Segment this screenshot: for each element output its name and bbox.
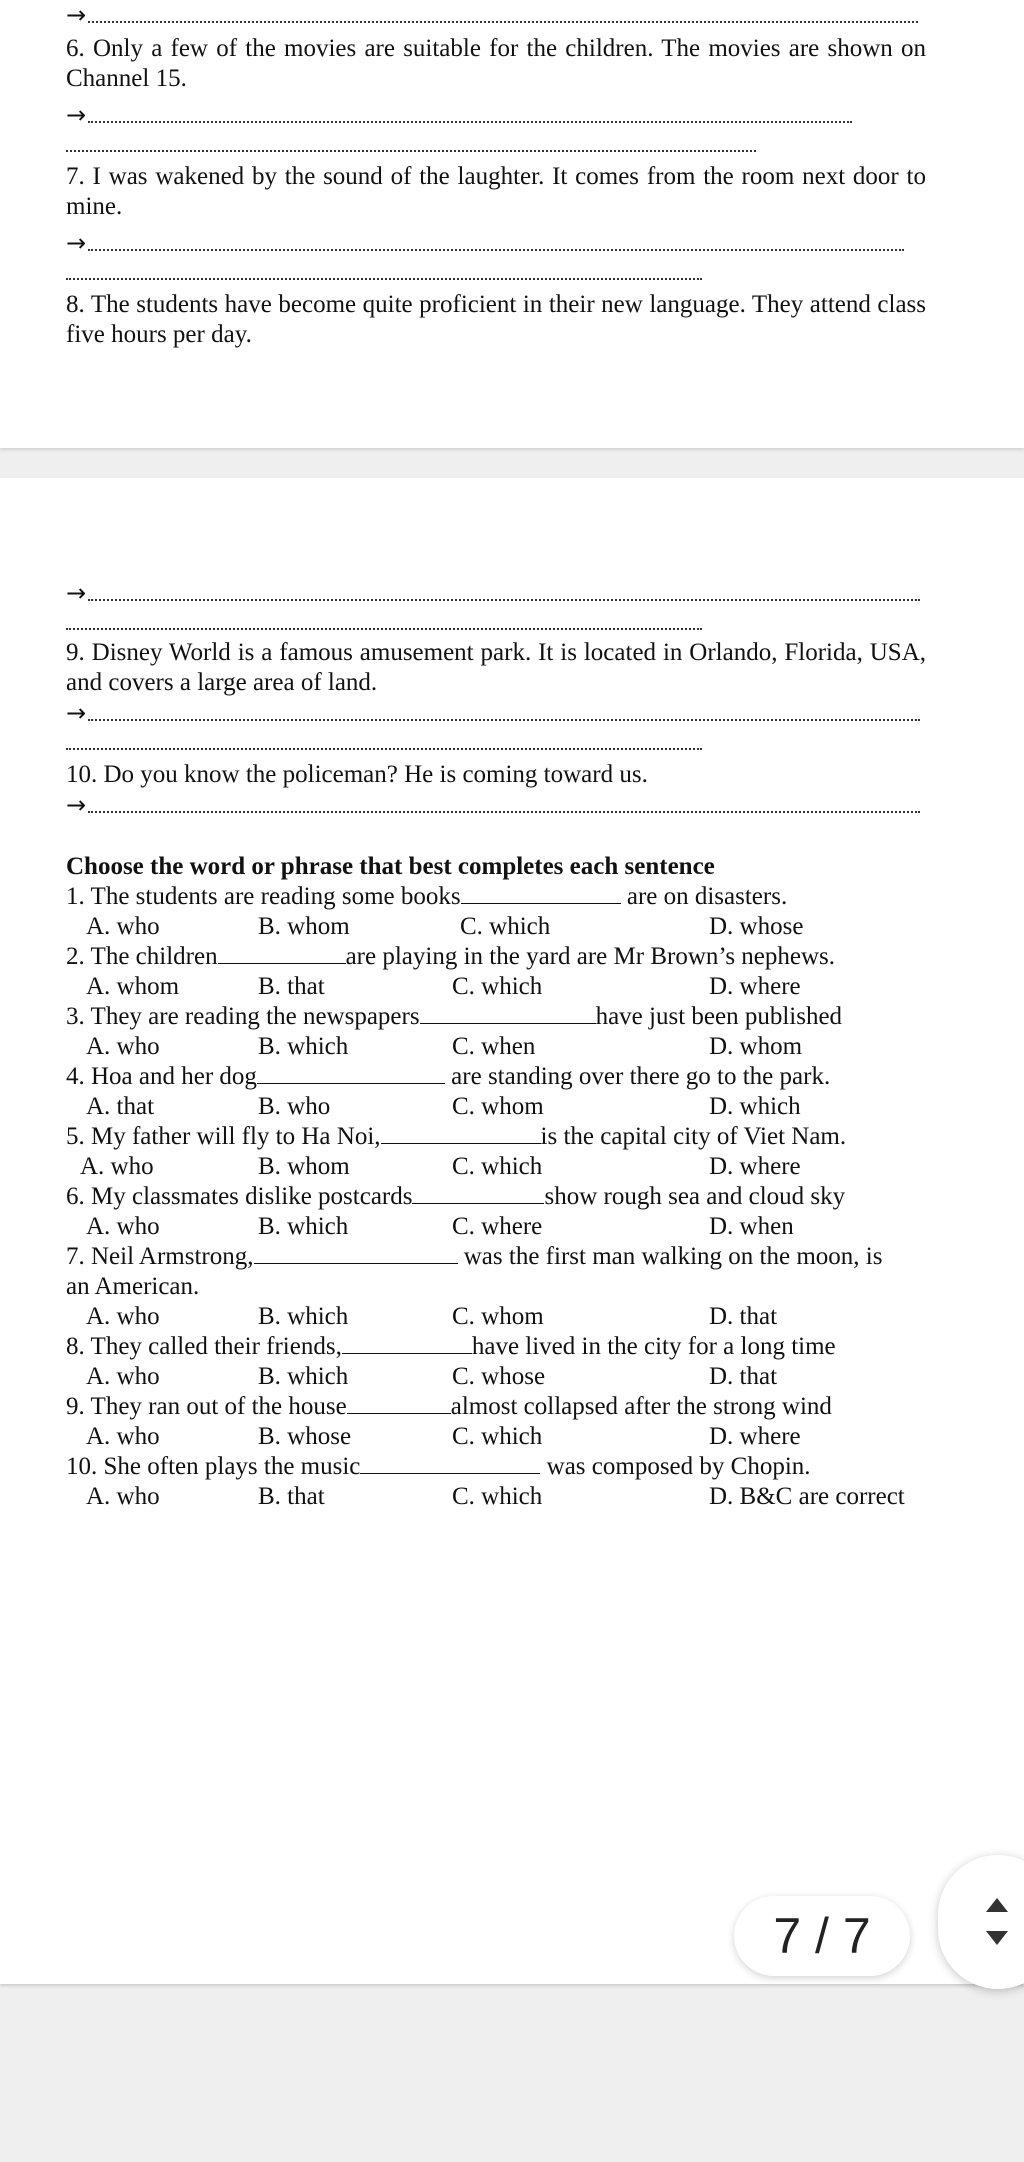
answer-blank[interactable] bbox=[342, 1333, 472, 1354]
option-b[interactable]: B. whom bbox=[258, 913, 350, 940]
option-a[interactable]: A. whom bbox=[86, 973, 180, 1000]
mc-question-8: 8. They called their friends, have lived in the city for a long time bbox=[66, 1333, 836, 1360]
option-c[interactable]: C. which bbox=[452, 1483, 543, 1510]
option-a[interactable]: A. who bbox=[86, 1213, 160, 1240]
option-c[interactable]: C. whom bbox=[452, 1093, 544, 1120]
answer-line[interactable] bbox=[66, 100, 852, 130]
mc-question-1: 1. The students are reading some books are on disasters. bbox=[66, 883, 788, 910]
option-b[interactable]: B. which bbox=[258, 1033, 349, 1060]
option-c[interactable]: C. which bbox=[452, 1153, 543, 1180]
option-a[interactable]: A. who bbox=[86, 1033, 160, 1060]
mc-options-6 bbox=[66, 1212, 926, 1242]
option-c[interactable]: C. when bbox=[452, 1033, 536, 1060]
option-d[interactable]: D. that bbox=[709, 1363, 778, 1390]
question-9-text: 9. Disney World is a famous amusement park. It is located in Orlando, Florida, USA, and covers a large area of land. bbox=[66, 639, 926, 696]
page-indicator: 7 / 7 bbox=[734, 1896, 910, 1976]
answer-blank[interactable] bbox=[347, 1393, 451, 1414]
option-d[interactable]: D. where bbox=[709, 1423, 801, 1450]
option-d[interactable]: D. that bbox=[709, 1303, 778, 1330]
arrow-icon: → bbox=[66, 229, 87, 257]
option-b[interactable]: B. whom bbox=[258, 1153, 350, 1180]
scroll-up-icon bbox=[986, 1898, 1008, 1912]
answer-line[interactable] bbox=[66, 790, 920, 820]
mc-question-4: 4. Hoa and her dog are standing over there go to the park. bbox=[66, 1063, 831, 1090]
arrow-icon: → bbox=[66, 699, 87, 727]
mc-question-7: 7. Neil Armstrong, was the first man walking on the moon, is bbox=[66, 1243, 883, 1270]
option-a[interactable]: A. who bbox=[86, 913, 160, 940]
option-c[interactable]: C. which bbox=[452, 973, 543, 1000]
option-a[interactable]: A. that bbox=[86, 1093, 155, 1120]
answer-line[interactable] bbox=[66, 0, 918, 30]
option-d[interactable]: D. where bbox=[709, 973, 801, 1000]
question-6-text: 6. Only a few of the movies are suitable for the children. The movies are shown on Channel 15. bbox=[66, 35, 926, 92]
question-8-text: 8. The students have become quite proficient in their new language. They attend class five hours per day. bbox=[66, 291, 926, 348]
mc-options-1 bbox=[66, 912, 926, 942]
mc-options-4 bbox=[66, 1092, 926, 1122]
document-page-7 bbox=[0, 478, 1024, 1984]
question-10-text: 10. Do you know the policeman? He is coming toward us. bbox=[66, 761, 648, 788]
mc-question-2: 2. The children are playing in the yard are Mr Brown’s nephews. bbox=[66, 943, 836, 970]
arrow-icon: → bbox=[66, 791, 87, 819]
answer-line[interactable] bbox=[66, 228, 904, 258]
question-7-text: 7. I was wakened by the sound of the laughter. It comes from the room next door to mine. bbox=[66, 163, 926, 220]
page-7-content bbox=[66, 578, 926, 1512]
option-c[interactable]: C. where bbox=[452, 1213, 543, 1240]
answer-blank[interactable] bbox=[381, 1123, 541, 1144]
mc-options-5 bbox=[66, 1152, 926, 1182]
option-b[interactable]: B. which bbox=[258, 1363, 349, 1390]
page-6-content bbox=[66, 0, 926, 350]
answer-blank[interactable] bbox=[412, 1183, 544, 1204]
arrow-icon: → bbox=[66, 1, 87, 29]
option-b[interactable]: B. who bbox=[258, 1093, 331, 1120]
mc-question-7-continued: an American. bbox=[66, 1273, 200, 1300]
mc-question-9: 9. They ran out of the house almost collapsed after the strong wind bbox=[66, 1393, 832, 1420]
answer-blank[interactable] bbox=[257, 1063, 445, 1084]
arrow-icon: → bbox=[66, 101, 87, 129]
answer-line[interactable] bbox=[66, 698, 920, 728]
answer-dotted-line[interactable] bbox=[66, 140, 756, 152]
option-d[interactable]: D. whom bbox=[709, 1033, 803, 1060]
option-d[interactable]: D. which bbox=[709, 1093, 801, 1120]
answer-blank[interactable] bbox=[254, 1243, 458, 1264]
mc-options-8 bbox=[66, 1362, 926, 1392]
option-a[interactable]: A. who bbox=[86, 1423, 160, 1450]
option-b[interactable]: B. that bbox=[258, 1483, 325, 1510]
option-c[interactable]: C. which bbox=[452, 1423, 543, 1450]
option-c[interactable]: C. which bbox=[460, 913, 551, 940]
option-c[interactable]: C. whom bbox=[452, 1303, 544, 1330]
answer-line[interactable] bbox=[66, 578, 920, 608]
answer-blank[interactable] bbox=[420, 1003, 596, 1024]
mc-options-2 bbox=[66, 972, 926, 1002]
document-page-6 bbox=[0, 0, 1024, 448]
answer-blank[interactable] bbox=[461, 883, 621, 904]
mc-question-6: 6. My classmates dislike postcards show rough sea and cloud sky bbox=[66, 1183, 846, 1210]
answer-dotted-line[interactable] bbox=[66, 268, 702, 280]
option-d[interactable]: D. when bbox=[709, 1213, 794, 1240]
scroll-down-icon bbox=[986, 1931, 1008, 1945]
mc-question-10: 10. She often plays the music was composed by Chopin. bbox=[66, 1453, 811, 1480]
section-title: Choose the word or phrase that best completes each sentence bbox=[66, 853, 715, 880]
option-b[interactable]: B. that bbox=[258, 973, 325, 1000]
mc-question-5: 5. My father will fly to Ha Noi, is the capital city of Viet Nam. bbox=[66, 1123, 847, 1150]
option-b[interactable]: B. whose bbox=[258, 1423, 352, 1450]
option-d[interactable]: D. where bbox=[709, 1153, 801, 1180]
answer-dotted-line[interactable] bbox=[66, 738, 702, 750]
option-a[interactable]: A. who bbox=[80, 1153, 154, 1180]
option-a[interactable]: A. who bbox=[86, 1363, 160, 1390]
mc-options-7 bbox=[66, 1302, 926, 1332]
option-c[interactable]: C. whose bbox=[452, 1363, 546, 1390]
answer-blank[interactable] bbox=[360, 1453, 540, 1474]
option-a[interactable]: A. who bbox=[86, 1483, 160, 1510]
mc-options-3 bbox=[66, 1032, 926, 1062]
option-d[interactable]: D. B&C are correct bbox=[709, 1483, 905, 1510]
arrow-icon: → bbox=[66, 579, 87, 607]
mc-options-10 bbox=[66, 1482, 926, 1512]
mc-question-3: 3. They are reading the newspapers have just been published bbox=[66, 1003, 843, 1030]
option-d[interactable]: D. whose bbox=[709, 913, 804, 940]
answer-dotted-line[interactable] bbox=[66, 618, 702, 630]
answer-blank[interactable] bbox=[218, 943, 346, 964]
option-b[interactable]: B. which bbox=[258, 1303, 349, 1330]
mc-options-9 bbox=[66, 1422, 926, 1452]
option-a[interactable]: A. who bbox=[86, 1303, 160, 1330]
option-b[interactable]: B. which bbox=[258, 1213, 349, 1240]
